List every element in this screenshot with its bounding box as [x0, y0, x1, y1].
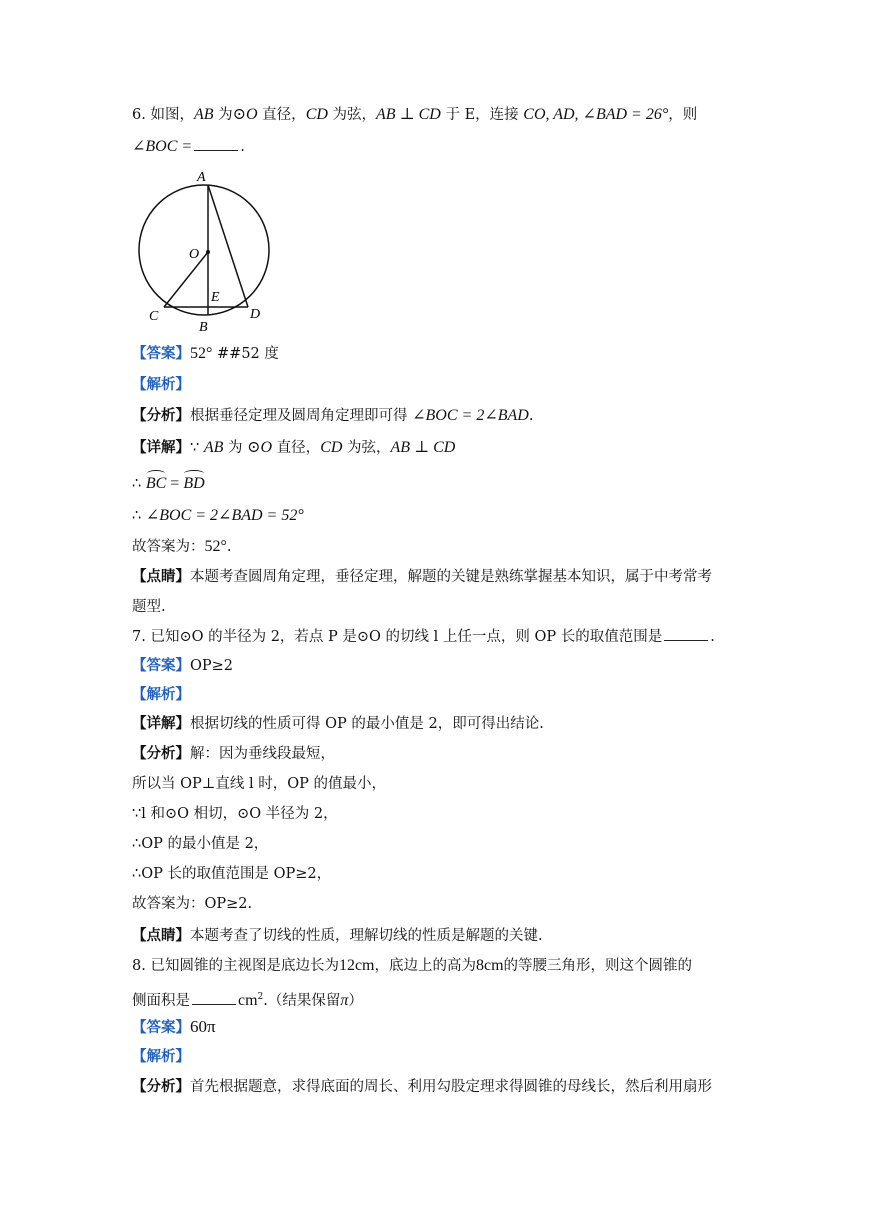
label-c: C — [149, 309, 159, 324]
circle-geometry-figure — [133, 168, 273, 336]
arc-bc: BC — [146, 473, 166, 495]
arc-bd: BD — [183, 473, 204, 495]
q6-analysis-heading: 【解析】 — [132, 377, 190, 393]
answer-blank — [192, 990, 236, 1005]
segment-co — [164, 252, 208, 307]
q7-stem: 7. 已知⊙O 的半径为 2，若点 P 是⊙O 的切线 l 上任一点，则 OP 长的取值范围是 . — [132, 626, 715, 648]
q6-answer: 【答案】52° ##52 度 — [132, 345, 279, 362]
q6-stem-line2: ∠BOC = . — [132, 138, 245, 155]
q8-stem-line2: 侧面积是 $cm^2$.（结果保留π） — [132, 991, 363, 1009]
q8-analysis-heading: 【解析】 — [132, 1049, 190, 1065]
q7-answer: 【答案】OP≥2 — [132, 658, 234, 674]
q7-step: 故答案为：OP≥2. — [132, 896, 253, 912]
q7-analysis-heading: 【解析】 — [132, 687, 190, 703]
q7-step: 所以当 OP⊥直线 l 时，OP 的值最小， — [132, 776, 386, 792]
q7-fenxi: 【分析】解：因为垂线段最短， — [132, 745, 335, 762]
q7-step: ∴OP 的最小值是 2， — [132, 836, 269, 852]
q6-dianjing-line1: 【点睛】本题考查圆周角定理，垂径定理，解题的关键是熟练掌握基本知识，属于中考常考 — [132, 568, 712, 585]
circle-o — [139, 185, 269, 315]
answer-blank — [664, 626, 708, 641]
q7-dianjing: 【点睛】本题考查了切线的性质，理解切线的性质是解题的关键. — [132, 927, 543, 944]
q7-step: ∵l 和⊙O 相切，⊙O 半径为 2， — [132, 806, 338, 822]
center-point — [206, 250, 210, 254]
chord-ad — [208, 185, 248, 307]
q6-therefore-arcs: ∴ BC = BD — [132, 473, 205, 495]
q7-xiangjie: 【详解】根据切线的性质可得 OP 的最小值是 2，即可得出结论. — [132, 715, 544, 732]
label-b: B — [199, 320, 208, 335]
q6-xiangjie: 【详解】∵ AB 为 ⊙O 直径，CD 为弦，AB ⊥ CD — [132, 439, 456, 456]
answer-blank — [194, 136, 238, 151]
label-d: D — [250, 307, 261, 322]
q6-conclusion: 故答案为：52°. — [132, 538, 232, 555]
label-o: O — [189, 247, 200, 262]
q6-therefore-angle: ∴ ∠BOC = 2∠BAD = 52° — [132, 507, 304, 524]
q6-stem-line1: 6. 如图，AB 为⊙O 直径，CD 为弦，AB ⊥ CD 于 E，连接 CO, AD, ∠BAD = 26°，则 — [132, 106, 698, 123]
label-a: A — [197, 170, 206, 185]
q6-fenxi: 【分析】根据垂径定理及圆周角定理即可得 ∠BOC = 2∠BAD. — [132, 407, 534, 424]
q8-answer: 【答案】60π — [132, 1017, 216, 1036]
label-e: E — [211, 290, 220, 305]
q8-stem-line1: 8. 已知圆锥的主视图是底边长为12cm，底边上的高为8cm的等腰三角形，则这个圆锥的 — [132, 957, 693, 974]
q7-step: ∴OP 长的取值范围是 OP≥2， — [132, 866, 332, 882]
q6-dianjing-line2: 题型. — [132, 599, 166, 615]
q8-fenxi: 【分析】首先根据题意，求得底面的周长、利用勾股定理求得圆锥的母线长，然后利用扇形 — [132, 1078, 712, 1095]
